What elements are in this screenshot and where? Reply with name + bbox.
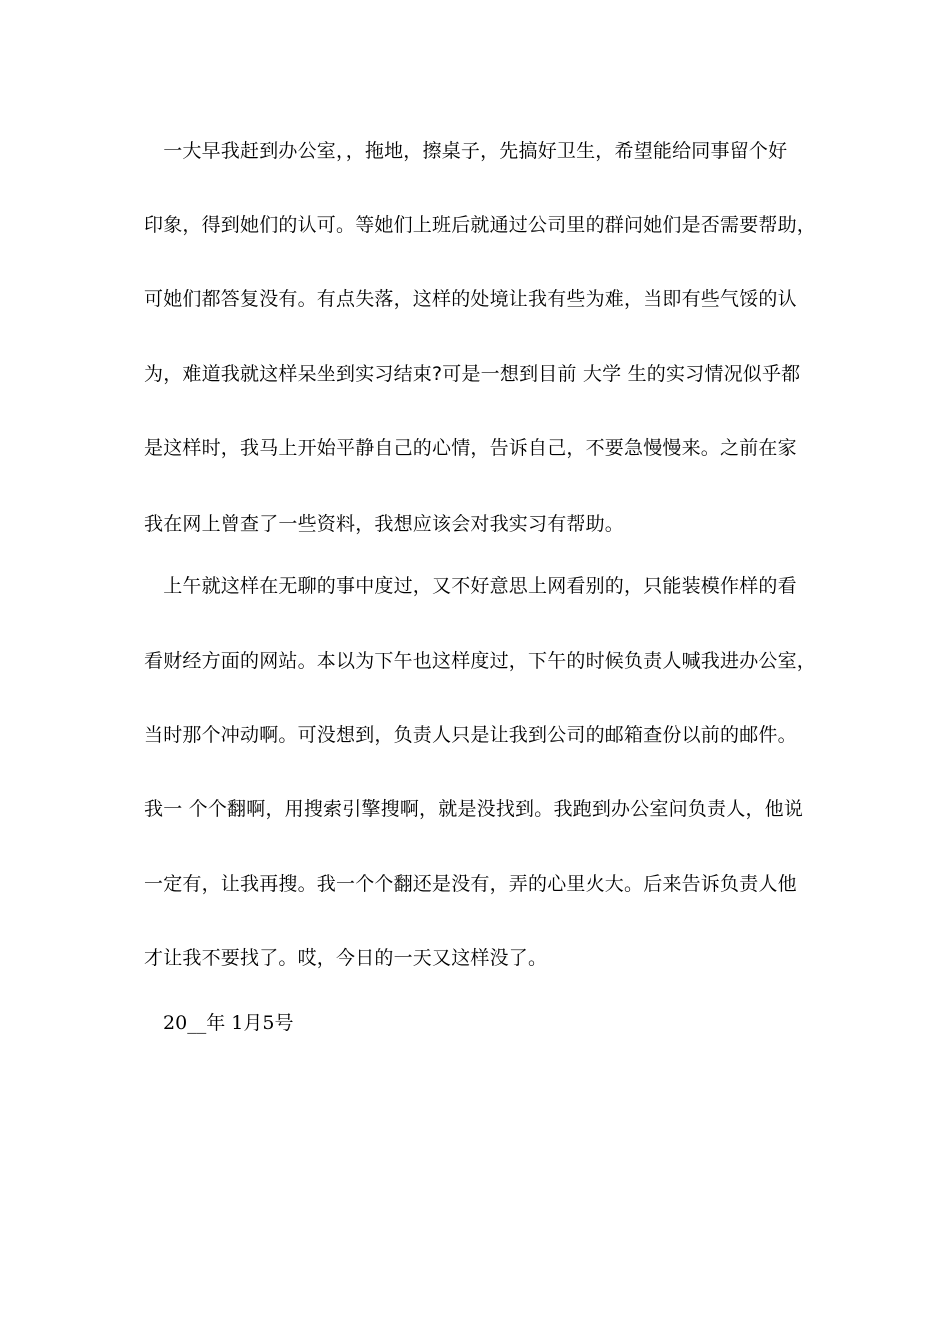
date-year-blank: __ [187,1012,207,1034]
paragraph-1-line-1: 一大早我赶到办公室，，拖地，擦桌子，先搞好卫生，希望能给同事留个好 [144,140,788,162]
date-day-char: 号 [274,1012,294,1034]
date-year-prefix: 20 [163,1012,188,1034]
date-month-char: 月 [243,1012,263,1034]
date-line [163,1011,293,1035]
paragraph-1-line-4: 为，难道我就这样呆坐到实习结束?可是一想到目前 大学 生的实习情况似乎都 [144,363,801,385]
paragraph-2-line-2: 看财经方面的网站。本以为下午也这样度过，下午的时候负责人喊我进办公室， [144,650,817,672]
paragraph-2-line-1: 上午就这样在无聊的事中度过，又不好意思上网看别的，只能装模作样的看 [144,575,797,597]
paragraph-2-line-4: 我一 个个翻啊，用搜索引擎搜啊，就是没找到。我跑到办公室问负责人，他说 [144,798,804,820]
date-day: 5 [262,1012,275,1034]
paragraph-1-line-3: 可她们都答复没有。有点失落，这样的处境让我有些为难，当即有些气馁的认 [144,288,797,310]
paragraph-1-line-2: 印象，得到她们的认可。等她们上班后就通过公司里的群问她们是否需要帮助， [144,214,817,236]
paragraph-2-line-5: 一定有，让我再搜。我一个个翻还是没有，弄的心里火大。后来告诉负责人他 [144,873,797,895]
date-month: 1 [231,1012,244,1034]
paragraph-2-line-3: 当时那个冲动啊。可没想到，负责人只是让我到公司的邮箱查份以前的邮件。 [144,724,797,746]
paragraph-1-line-6: 我在网上曾查了一些资料，我想应该会对我实习有帮助。 [144,513,625,535]
date-year-char: 年 [206,1012,226,1034]
paragraph-1-line-5: 是这样时，我马上开始平静自己的心情，告诉自己，不要急慢慢来。之前在家 [144,437,797,459]
paragraph-2-line-6: 才让我不要找了。哎，今日的一天又这样没了。 [144,947,548,969]
